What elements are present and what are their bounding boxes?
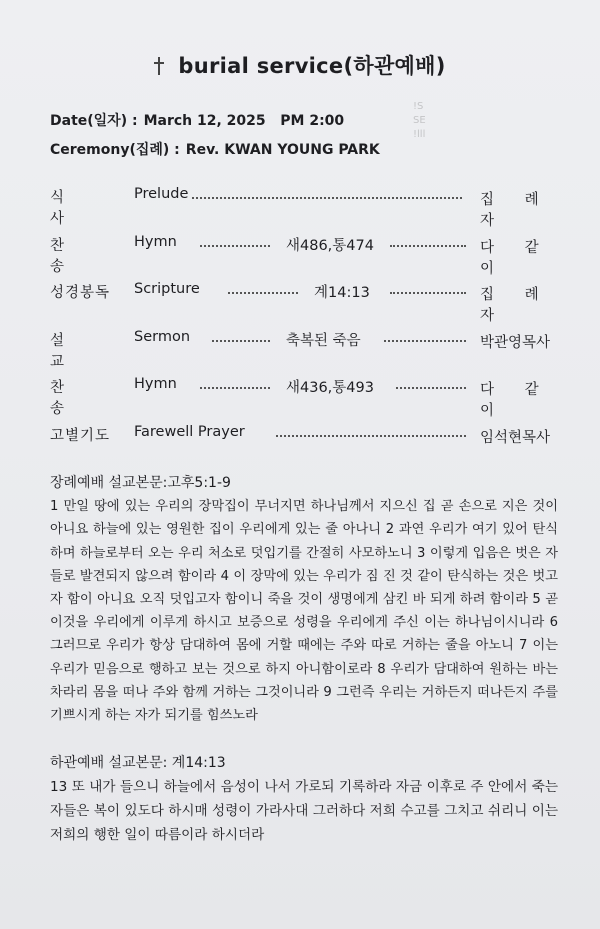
order-ko: 설 교	[50, 332, 103, 370]
order-resp: 다 같 이	[480, 382, 552, 419]
order-row	[50, 370, 556, 418]
ceremony-value: Rev. KWAN YOUNG PARK	[185, 142, 380, 158]
title-text: burial service(하관예배)	[178, 54, 446, 78]
funeral-scripture-body: 1 만일 땅에 있는 우리의 장막집이 무너지면 하나님께서 지으신 집 곧 손으로 지은 것이 아니요 하늘에 있는 영원한 집이 우리에게 있는 줄 아나니 2 과연 우리가 여기 있어 탄식하며 하늘로부터 오는 우리 처소로 덧입기를 간절히 사모하노니 3 이렇게 입음은 벗은 자들로 발견되지 않으려 함이라 4 이 장막에 있는 우리가 짐 진 것 같이 탄식하는 것은 벗고자 함이 아니요 오직 덧입고자 함이니 죽을 것이 생명에게 삼킨 바 되게 하려 함이라 5 곧 이것을 우리에게 이루게 하시고 보증으로 성령을 우리에게 주신 이는 하나님이시니라 6 그러므로 우리가 항상 담대하여 몸에 거할 때에는 주와 따로 거하는 줄을 아노니 7 이는 우리가 믿음으로 행하고 보는 것으로 하지 아니함이로라 8 우리가 담대하여 원하는 바는 차라리 몸을 떠나 주와 함께 거하는 그것이니라 9 그런즉 우리는 거하든지 떠나든지 주를 기쁘시게 하는 자가 되기를 힘쓰노라	[50, 499, 558, 724]
cross-icon	[154, 57, 164, 75]
stamp-line: SE	[413, 115, 426, 126]
leader-dots	[390, 286, 466, 294]
order-resp: 집 례 자	[480, 287, 552, 324]
order-en: Sermon	[134, 328, 191, 345]
faint-stamp-mark	[413, 100, 429, 160]
order-en: Prelude	[134, 186, 189, 202]
order-detail: 새486,통474	[286, 237, 374, 254]
burial-scripture	[50, 751, 558, 847]
leader-dots	[276, 429, 466, 437]
order-resp: 집 례 자	[480, 192, 552, 229]
leader-dots	[200, 239, 270, 247]
leader-dots	[200, 381, 270, 389]
leader-dots	[192, 191, 462, 199]
date-line	[50, 110, 344, 130]
date-label: Date(일자) :	[50, 113, 138, 129]
order-row	[50, 323, 556, 371]
order-resp: 임석현목사	[480, 429, 551, 446]
funeral-scripture-heading: 장례예배 설교본문:고후5:1-9	[50, 475, 231, 491]
leader-dots	[212, 334, 270, 342]
order-of-service	[50, 180, 556, 465]
stamp-line: !S	[413, 101, 424, 112]
funeral-scripture	[50, 472, 558, 727]
order-resp: 다 같 이	[480, 239, 552, 277]
order-detail: 계14:13	[314, 285, 370, 301]
order-row	[50, 418, 556, 466]
order-ko: 고별기도	[50, 427, 111, 444]
order-en: Scripture	[134, 281, 200, 297]
date-value: March 12, 2025 PM 2:00	[143, 113, 345, 129]
order-row	[50, 180, 556, 228]
order-ko: 식 사	[50, 190, 103, 227]
burial-scripture-body: 13 또 내가 들으니 하늘에서 음성이 나서 가로되 기록하라 자금 이후로 주 안에서 죽는 자들은 복이 있도다 하시매 성령이 가라사대 그러하다 저희 수고를 그치고 쉬리니 이는 저희의 행한 일이 따름이라 하시더라	[50, 779, 558, 843]
leader-dots	[390, 239, 466, 247]
order-detail: 새436,통493	[286, 380, 374, 396]
order-resp: 박관영목사	[480, 334, 551, 351]
stamp-line: !lll	[413, 129, 426, 140]
burial-scripture-heading: 하관예배 설교본문: 계14:13	[50, 755, 226, 771]
order-en: Hymn	[134, 376, 177, 392]
ceremony-line	[50, 139, 380, 159]
order-row	[50, 228, 556, 276]
page-title	[0, 50, 600, 80]
order-ko: 성경봉독	[50, 285, 111, 301]
order-row	[50, 275, 556, 323]
order-en: Hymn	[134, 233, 177, 250]
ceremony-label: Ceremony(집례) :	[50, 142, 180, 158]
order-ko: 찬 송	[50, 237, 103, 275]
order-en: Farewell Prayer	[134, 423, 245, 440]
leader-dots	[396, 381, 466, 389]
order-ko: 찬 송	[50, 380, 103, 417]
leader-dots	[384, 334, 466, 342]
order-detail: 축복된 죽음	[286, 332, 361, 349]
leader-dots	[228, 286, 298, 294]
